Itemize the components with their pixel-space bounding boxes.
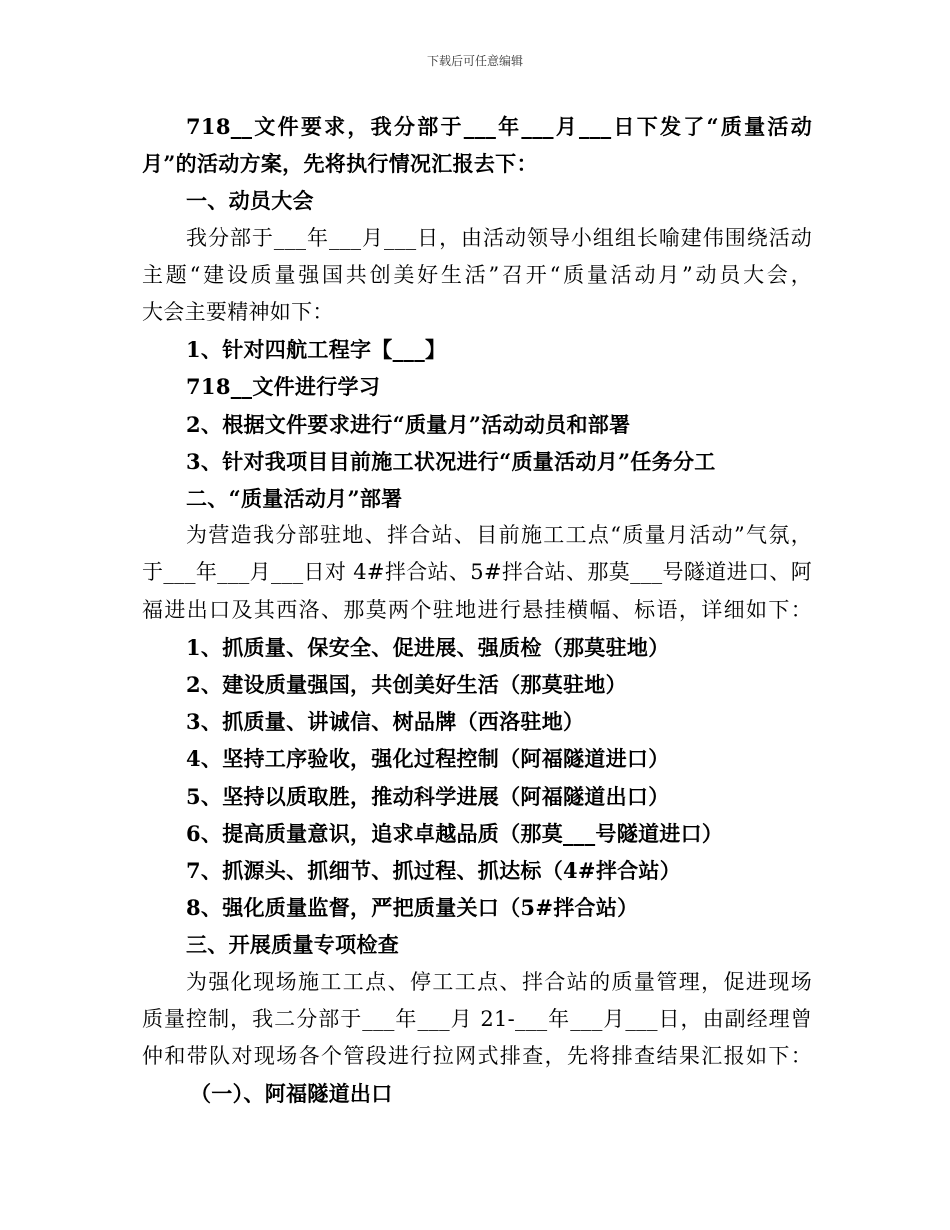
list-item: 1、针对四航工程字【___】 — [186, 337, 447, 363]
list-item: 6、提高质量意识，追求卓越品质（那莫___号隧道进口） — [186, 820, 724, 846]
list-item: 8、强化质量监督，严把质量关口（5#拌合站） — [186, 895, 639, 921]
list-item: 3、抓质量、讲诚信、树品牌（西洛驻地） — [186, 709, 585, 735]
document-body — [142, 108, 812, 1112]
section-heading: 二、“质量活动月”部署 — [186, 486, 403, 512]
list-item: 1、抓质量、保安全、促进展、强质检（那莫驻地） — [186, 634, 670, 660]
page-header: 下载后可任意编辑 — [426, 54, 523, 68]
list-item: 7、抓源头、抓细节、抓过程、抓达标（4#拌合站） — [186, 858, 682, 884]
section-heading: 三、开展质量专项检查 — [186, 932, 399, 958]
paragraph-line: 于___年___月___日对 4#拌合站、5#拌合站、那莫___号隧道进口、阿 — [142, 560, 812, 585]
list-item: 2、建设质量强国，共创美好生活（那莫驻地） — [186, 672, 627, 698]
paragraph-line: 718__文件要求，我分部于___年___月___日下发了“质量活动 — [186, 114, 812, 139]
section-heading: 一、动员大会 — [186, 188, 314, 214]
list-item: 718__文件进行学习 — [186, 374, 381, 400]
list-item: 4、坚持工序验收，强化过程控制（阿福隧道进口） — [186, 746, 670, 772]
list-item: 2、根据文件要求进行“质量月”活动动员和部署 — [186, 411, 631, 437]
list-item: 3、针对我项目目前施工状况进行“质量活动月”任务分工 — [186, 448, 716, 474]
paragraph-line: 仲和带队对现场各个管段进行拉网式排查，先将排查结果汇报如下： — [142, 1044, 812, 1069]
subsection-heading: （一）、阿福隧道出口 — [190, 1081, 393, 1107]
list-item: 5、坚持以质取胜，推动科学进展（阿福隧道出口） — [186, 783, 670, 809]
paragraph-line: 大会主要精神如下： — [142, 300, 334, 325]
paragraph-line: 主题“建设质量强国共创美好生活”召开“质量活动月”动员大会， — [142, 262, 812, 287]
paragraph-line: 月”的活动方案，先将执行情况汇报去下： — [142, 151, 538, 177]
paragraph-line: 为强化现场施工工点、停工工点、拌合站的质量管理，促进现场 — [186, 969, 812, 994]
paragraph-line: 福进出口及其西洛、那莫两个驻地进行悬挂横幅、标语，详细如下： — [142, 597, 812, 622]
paragraph-line: 为营造我分部驻地、拌合站、目前施工工点“质量月活动”气氛， — [186, 523, 812, 548]
paragraph-line: 质量控制，我二分部于___年___月 21-___年___月___日，由副经理曾 — [142, 1006, 812, 1031]
paragraph-line: 我分部于___年___月___日，由活动领导小组组长喻建伟围绕活动 — [186, 225, 812, 250]
